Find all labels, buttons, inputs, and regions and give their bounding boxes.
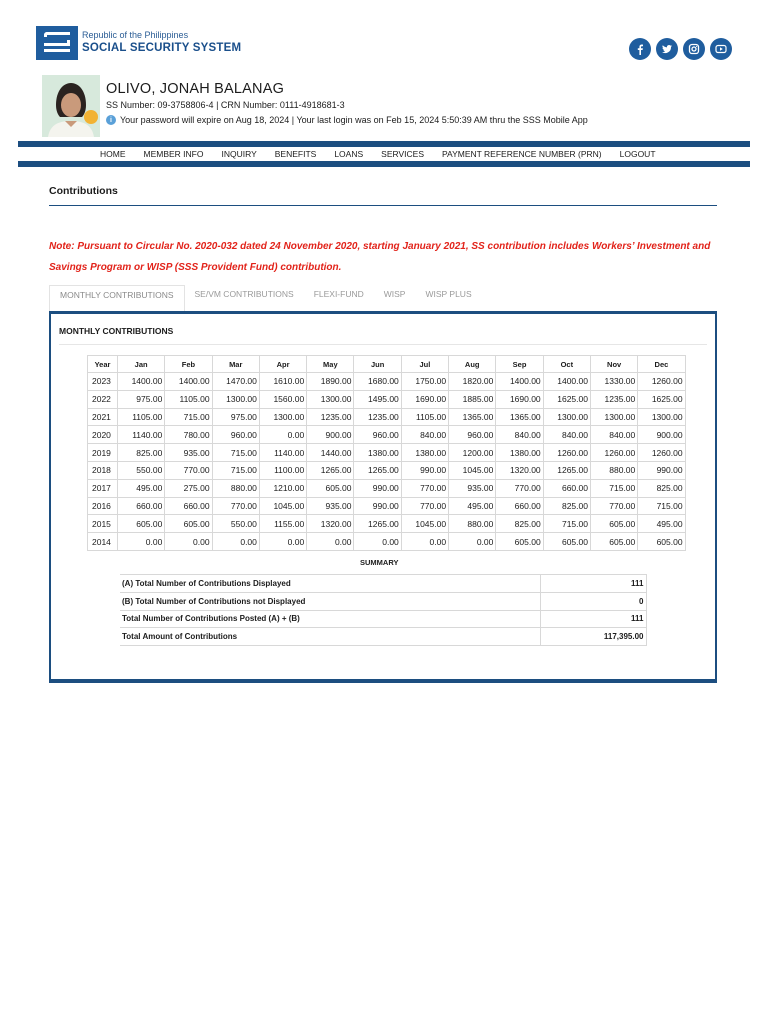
- contribution-cell: 840.00: [590, 426, 637, 444]
- contribution-cell: 960.00: [212, 426, 259, 444]
- contribution-cell: 1105.00: [118, 408, 165, 426]
- contribution-cell: 605.00: [590, 515, 637, 533]
- summary-title: SUMMARY: [360, 558, 399, 567]
- contribution-cell: 1625.00: [543, 390, 590, 408]
- contribution-cell: 990.00: [401, 461, 448, 479]
- contribution-cell: 1690.00: [496, 390, 543, 408]
- avatar: [42, 75, 100, 137]
- summary-value: 0: [540, 592, 646, 610]
- password-notice: [106, 115, 588, 125]
- contribution-cell: 1235.00: [354, 408, 401, 426]
- youtube-icon[interactable]: [710, 38, 732, 60]
- summary-row: [120, 610, 646, 628]
- contribution-cell: 1265.00: [307, 461, 354, 479]
- table-row: [88, 390, 686, 408]
- contribution-cell: 1365.00: [496, 408, 543, 426]
- contribution-cell: 1365.00: [449, 408, 496, 426]
- table-row: [88, 408, 686, 426]
- contribution-cell: 880.00: [449, 515, 496, 533]
- contribution-cell: 605.00: [590, 533, 637, 551]
- column-header: Feb: [165, 356, 212, 373]
- contribution-cell: 1210.00: [259, 479, 306, 497]
- social-links: [629, 38, 732, 60]
- contribution-cell: 0.00: [449, 533, 496, 551]
- tab-flexi-fund[interactable]: FLEXI-FUND: [313, 289, 364, 299]
- panel-title: MONTHLY CONTRIBUTIONS: [59, 326, 174, 336]
- contribution-cell: 275.00: [165, 479, 212, 497]
- contribution-cell: 660.00: [118, 497, 165, 515]
- contribution-cell: 975.00: [212, 408, 259, 426]
- main-nav: [18, 141, 750, 167]
- contribution-cell: 1560.00: [259, 390, 306, 408]
- year-cell: 2015: [88, 515, 118, 533]
- contribution-cell: 1155.00: [259, 515, 306, 533]
- contribution-cell: 935.00: [449, 479, 496, 497]
- contribution-cell: 605.00: [638, 533, 685, 551]
- contribution-cell: 900.00: [638, 426, 685, 444]
- summary-row: [120, 575, 646, 593]
- info-icon: i: [106, 115, 116, 125]
- contribution-cell: 1330.00: [590, 373, 637, 391]
- contribution-cell: 960.00: [354, 426, 401, 444]
- contribution-cell: 1100.00: [259, 461, 306, 479]
- contributions-table: [87, 355, 686, 551]
- contribution-cell: 1265.00: [354, 515, 401, 533]
- year-cell: 2016: [88, 497, 118, 515]
- nav-loans[interactable]: LOANS: [334, 149, 364, 159]
- year-cell: 2018: [88, 461, 118, 479]
- contribution-tabs: [49, 285, 482, 311]
- nav-member-info[interactable]: MEMBER INFO: [143, 149, 204, 159]
- contribution-cell: 715.00: [543, 515, 590, 533]
- nav-benefits[interactable]: BENEFITS: [274, 149, 317, 159]
- column-header: Mar: [212, 356, 259, 373]
- contribution-cell: 990.00: [638, 461, 685, 479]
- contribution-cell: 1235.00: [590, 390, 637, 408]
- table-row: [88, 426, 686, 444]
- contribution-cell: 770.00: [401, 497, 448, 515]
- contribution-cell: 550.00: [212, 515, 259, 533]
- year-cell: 2014: [88, 533, 118, 551]
- contribution-cell: 975.00: [118, 390, 165, 408]
- contribution-cell: 1680.00: [354, 373, 401, 391]
- summary-label: Total Amount of Contributions: [120, 628, 540, 646]
- contribution-cell: 1105.00: [401, 408, 448, 426]
- page-title: Contributions: [49, 185, 118, 197]
- lock-icon: [84, 110, 98, 124]
- contribution-cell: 605.00: [496, 533, 543, 551]
- nav-logout[interactable]: LOGOUT: [619, 149, 656, 159]
- contribution-cell: 1140.00: [118, 426, 165, 444]
- contribution-cell: 495.00: [118, 479, 165, 497]
- contribution-note: Note: Pursuant to Circular No. 2020-032 dated 24 November 2020, starting January 2021, SS contribution includes Workers’ Investment and Savings Program or WISP (SSS Provident Fund) contribution.: [49, 241, 711, 273]
- contribution-cell: 1300.00: [259, 408, 306, 426]
- summary-label: (A) Total Number of Contributions Displayed: [120, 575, 540, 593]
- contribution-cell: 1470.00: [212, 373, 259, 391]
- contribution-cell: 1200.00: [449, 444, 496, 462]
- contribution-cell: 840.00: [543, 426, 590, 444]
- contribution-cell: 1105.00: [165, 390, 212, 408]
- nav-services[interactable]: SERVICES: [381, 149, 424, 159]
- summary-label: (B) Total Number of Contributions not Displayed: [120, 592, 540, 610]
- summary-value: 111: [540, 575, 646, 593]
- contribution-cell: 770.00: [212, 497, 259, 515]
- contribution-cell: 935.00: [307, 497, 354, 515]
- table-row: [88, 515, 686, 533]
- contribution-cell: 1495.00: [354, 390, 401, 408]
- year-cell: 2019: [88, 444, 118, 462]
- contribution-cell: 1300.00: [590, 408, 637, 426]
- contribution-cell: 0.00: [165, 533, 212, 551]
- column-header: Sep: [496, 356, 543, 373]
- contribution-cell: 935.00: [165, 444, 212, 462]
- year-cell: 2022: [88, 390, 118, 408]
- contribution-cell: 715.00: [212, 444, 259, 462]
- contribution-cell: 1260.00: [638, 373, 685, 391]
- column-header: Nov: [590, 356, 637, 373]
- contribution-cell: 770.00: [401, 479, 448, 497]
- contribution-cell: 1300.00: [638, 408, 685, 426]
- twitter-icon[interactable]: [656, 38, 678, 60]
- contribution-cell: 1300.00: [307, 390, 354, 408]
- monthly-contributions-panel: [49, 311, 717, 683]
- summary-row: [120, 592, 646, 610]
- contribution-cell: 1265.00: [543, 461, 590, 479]
- contribution-cell: 1625.00: [638, 390, 685, 408]
- contribution-cell: 605.00: [165, 515, 212, 533]
- contribution-cell: 780.00: [165, 426, 212, 444]
- contribution-cell: 1440.00: [307, 444, 354, 462]
- contribution-cell: 1610.00: [259, 373, 306, 391]
- logo-line-2: SOCIAL SECURITY SYSTEM: [82, 42, 242, 55]
- contribution-cell: 1380.00: [401, 444, 448, 462]
- summary-value: 117,395.00: [540, 628, 646, 646]
- contribution-cell: 0.00: [118, 533, 165, 551]
- contribution-cell: 660.00: [543, 479, 590, 497]
- contribution-cell: 495.00: [638, 515, 685, 533]
- contribution-cell: 0.00: [401, 533, 448, 551]
- table-row: [88, 479, 686, 497]
- contribution-cell: 1045.00: [449, 461, 496, 479]
- contribution-cell: 550.00: [118, 461, 165, 479]
- contribution-cell: 770.00: [165, 461, 212, 479]
- year-cell: 2021: [88, 408, 118, 426]
- contribution-cell: 840.00: [401, 426, 448, 444]
- contribution-cell: 1400.00: [496, 373, 543, 391]
- sss-logo-mark: [36, 26, 78, 60]
- contribution-cell: 1260.00: [543, 444, 590, 462]
- contribution-cell: 1380.00: [354, 444, 401, 462]
- logo-line-1: Republic of the Philippines: [82, 30, 189, 41]
- column-header: Jun: [354, 356, 401, 373]
- contribution-cell: 605.00: [118, 515, 165, 533]
- column-header: May: [307, 356, 354, 373]
- tab-monthly-contributions[interactable]: MONTHLY CONTRIBUTIONS: [49, 285, 185, 311]
- contribution-cell: 990.00: [354, 479, 401, 497]
- summary-row: [120, 628, 646, 646]
- year-cell: 2017: [88, 479, 118, 497]
- nav-home[interactable]: HOME: [100, 149, 126, 159]
- year-cell: 2020: [88, 426, 118, 444]
- tab-wisp[interactable]: WISP: [383, 289, 406, 299]
- tab-se-vm-contributions[interactable]: SE/VM CONTRIBUTIONS: [194, 289, 294, 299]
- title-divider: [49, 205, 717, 206]
- sss-logo[interactable]: [36, 26, 241, 60]
- contribution-cell: 0.00: [307, 533, 354, 551]
- facebook-icon[interactable]: [629, 38, 651, 60]
- contribution-cell: 1265.00: [354, 461, 401, 479]
- nav-inquiry[interactable]: INQUIRY: [221, 149, 257, 159]
- table-row: [88, 444, 686, 462]
- contribution-cell: 1300.00: [543, 408, 590, 426]
- tab-wisp-plus[interactable]: WISP PLUS: [425, 289, 472, 299]
- member-ids: SS Number: 09-3758806-4 | CRN Number: 0111-4918681-3: [106, 100, 345, 110]
- contribution-cell: 825.00: [496, 515, 543, 533]
- contribution-cell: 1140.00: [259, 444, 306, 462]
- contribution-cell: 1300.00: [212, 390, 259, 408]
- column-header: Aug: [449, 356, 496, 373]
- column-header: Jan: [118, 356, 165, 373]
- contribution-cell: 1885.00: [449, 390, 496, 408]
- contribution-cell: 990.00: [354, 497, 401, 515]
- table-row: [88, 497, 686, 515]
- contribution-cell: 960.00: [449, 426, 496, 444]
- contribution-cell: 0.00: [212, 533, 259, 551]
- contribution-cell: 0.00: [354, 533, 401, 551]
- contribution-cell: 1400.00: [118, 373, 165, 391]
- contribution-cell: 825.00: [118, 444, 165, 462]
- contribution-cell: 770.00: [590, 497, 637, 515]
- contribution-cell: 1045.00: [401, 515, 448, 533]
- column-header: Dec: [638, 356, 685, 373]
- contribution-cell: 1045.00: [259, 497, 306, 515]
- year-cell: 2023: [88, 373, 118, 391]
- contribution-cell: 715.00: [165, 408, 212, 426]
- nav-prn[interactable]: PAYMENT REFERENCE NUMBER (PRN): [442, 149, 602, 159]
- instagram-icon[interactable]: [683, 38, 705, 60]
- column-header: Jul: [401, 356, 448, 373]
- password-notice-text: Your password will expire on Aug 18, 2024 | Your last login was on Feb 15, 2024 5:50:39 AM thru the SSS Mobile App: [120, 115, 588, 125]
- contribution-cell: 1260.00: [638, 444, 685, 462]
- table-row: [88, 373, 686, 391]
- contribution-cell: 715.00: [638, 497, 685, 515]
- contribution-cell: 770.00: [496, 479, 543, 497]
- table-row: [88, 461, 686, 479]
- contribution-cell: 1820.00: [449, 373, 496, 391]
- summary-value: 111: [540, 610, 646, 628]
- contribution-cell: 1890.00: [307, 373, 354, 391]
- summary-table: [120, 574, 647, 646]
- contribution-cell: 1235.00: [307, 408, 354, 426]
- contribution-cell: 1750.00: [401, 373, 448, 391]
- contribution-cell: 840.00: [496, 426, 543, 444]
- member-name: OLIVO, JONAH BALANAG: [106, 81, 285, 97]
- logo-text: [82, 31, 241, 55]
- contribution-cell: 605.00: [307, 479, 354, 497]
- contribution-cell: 1380.00: [496, 444, 543, 462]
- contribution-cell: 825.00: [638, 479, 685, 497]
- contribution-cell: 715.00: [590, 479, 637, 497]
- contribution-cell: 1260.00: [590, 444, 637, 462]
- contribution-cell: 1400.00: [165, 373, 212, 391]
- contribution-cell: 495.00: [449, 497, 496, 515]
- contribution-cell: 660.00: [496, 497, 543, 515]
- contribution-cell: 0.00: [259, 426, 306, 444]
- contribution-cell: 0.00: [259, 533, 306, 551]
- summary-label: Total Number of Contributions Posted (A) + (B): [120, 610, 540, 628]
- contribution-cell: 1400.00: [543, 373, 590, 391]
- contribution-cell: 605.00: [543, 533, 590, 551]
- contribution-cell: 900.00: [307, 426, 354, 444]
- column-header: Oct: [543, 356, 590, 373]
- column-header: Apr: [259, 356, 306, 373]
- contribution-cell: 1320.00: [307, 515, 354, 533]
- contribution-cell: 1690.00: [401, 390, 448, 408]
- contribution-cell: 880.00: [212, 479, 259, 497]
- contribution-cell: 715.00: [212, 461, 259, 479]
- contribution-cell: 1320.00: [496, 461, 543, 479]
- column-header: Year: [88, 356, 118, 373]
- table-row: [88, 533, 686, 551]
- contribution-cell: 660.00: [165, 497, 212, 515]
- contribution-cell: 825.00: [543, 497, 590, 515]
- contribution-cell: 880.00: [590, 461, 637, 479]
